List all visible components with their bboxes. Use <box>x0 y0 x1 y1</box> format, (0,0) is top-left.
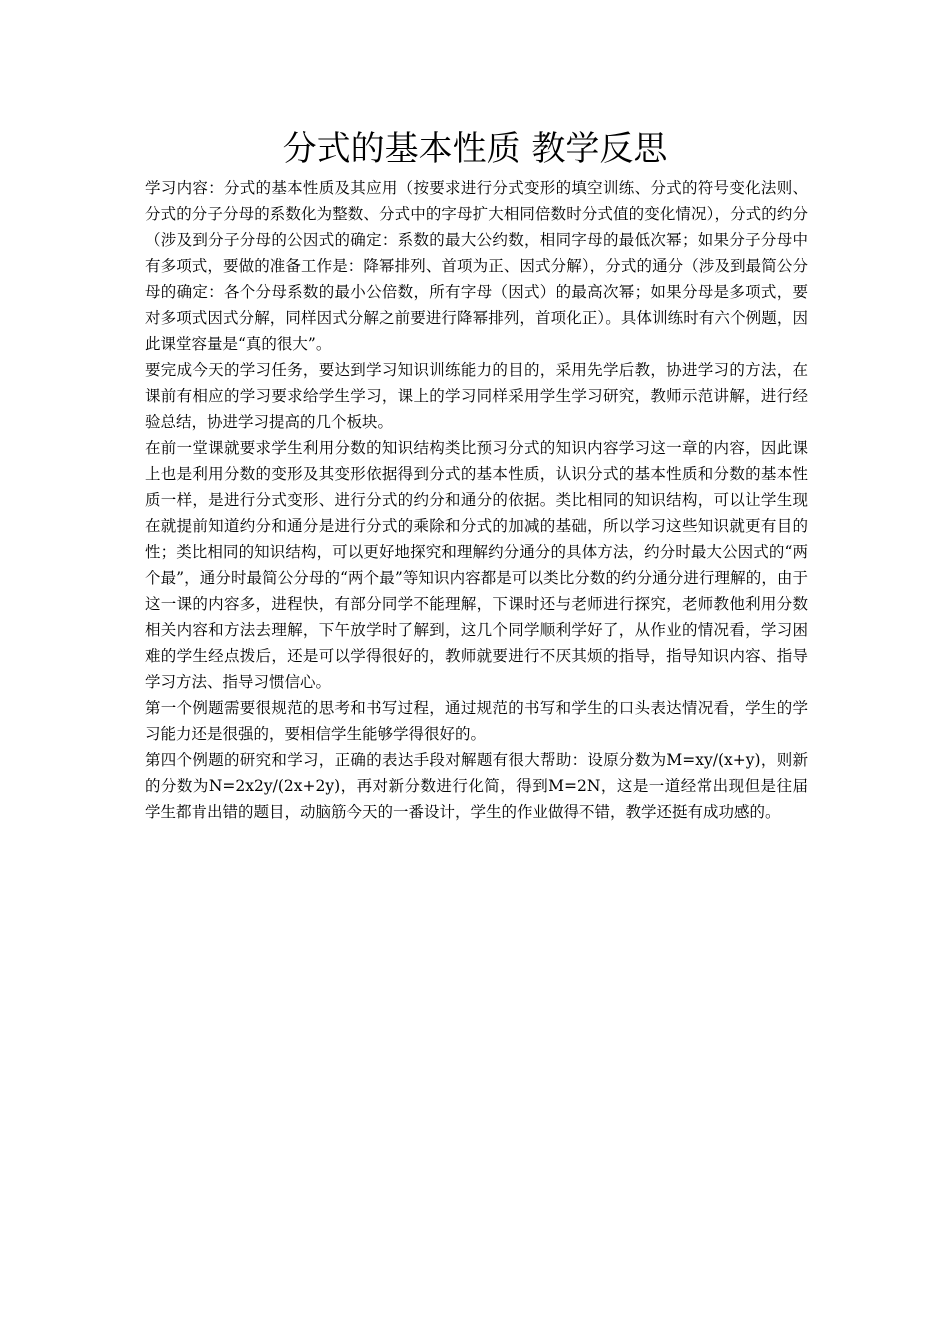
document-title: 分式的基本性质 教学反思 <box>282 129 668 169</box>
paragraph-example-one: 第一个例题需要很规范的思考和书写过程，通过规范的书写和学生的口头表达情况看，学生的学习能力还是很强的，要相信学生能够学得很好的。 <box>145 699 808 743</box>
paragraph-analogy: 在前一堂课就要求学生利用分数的知识结构类比预习分式的知识内容学习这一章的内容，因此课上也是利用分数的变形及其变形依据得到分式的基本性质，认识分式的基本性质和分数的基本性质一样，是进行分式变形、进行分式的约分和通分的依据。类比相同的知识结构，可以让学生现在就提前知道约分和通分是进行分式的乘除和分式的加减的基础，所以学习这些知识就更有目的性；类比相同的知识结构，可以更好地探究和理解约分通分的具体方法，约分时最大公因式的“两个最”，通分时最简公分母的“两个最”等知识内容都是可以类比分数的约分通分进行理解的，由于这一课的内容多，进程快，有部分同学不能理解，下课时还与老师进行探究，老师教他利用分数相关内容和方法去理解，下午放学时了解到，这几个同学顺利学好了，从作业的情况看，学习困难的学生经点拨后，还是可以学得很好的，教师就要进行不厌其烦的指导，指导知识内容、指导学习方法、指导习惯信心。 <box>145 439 808 691</box>
paragraph-learning-method: 要完成今天的学习任务，要达到学习知识训练能力的目的，采用先学后教，协进学习的方法，在课前有相应的学习要求给学生学习，课上的学习同样采用学生学习研究，教师示范讲解，进行经验总结，协进学习提高的几个板块。 <box>145 361 808 431</box>
paragraph-example-four: 第四个例题的研究和学习，正确的表达手段对解题有很大帮助：设原分数为M=xy/(x+y)，则新的分数为N=2x2y/(2x+2y)，再对新分数进行化简，得到M=2N，这是一道经常出现但是往届学生都肯出错的题目，动脑筋今天的一番设计，学生的作业做得不错，教学还挺有成功感的。 <box>145 751 808 821</box>
paragraph-learning-content: 学习内容：分式的基本性质及其应用（按要求进行分式变形的填空训练、分式的符号变化法则、分式的分子分母的系数化为整数、分式中的字母扩大相同倍数时分式值的变化情况），分式的约分（涉及到分子分母的公因式的确定：系数的最大公约数，相同字母的最低次幂；如果分子分母中有多项式，要做的准备工作是：降幂排列、首项为正、因式分解），分式的通分（涉及到最简公分母的确定：各个分母系数的最小公倍数，所有字母（因式）的最高次幂；如果分母是多项式，要对多项式因式分解，同样因式分解之前要进行降幂排列，首项化正）。具体训练时有六个例题，因此课堂容量是“真的很大”。 <box>145 179 808 353</box>
document-body <box>145 175 808 825</box>
